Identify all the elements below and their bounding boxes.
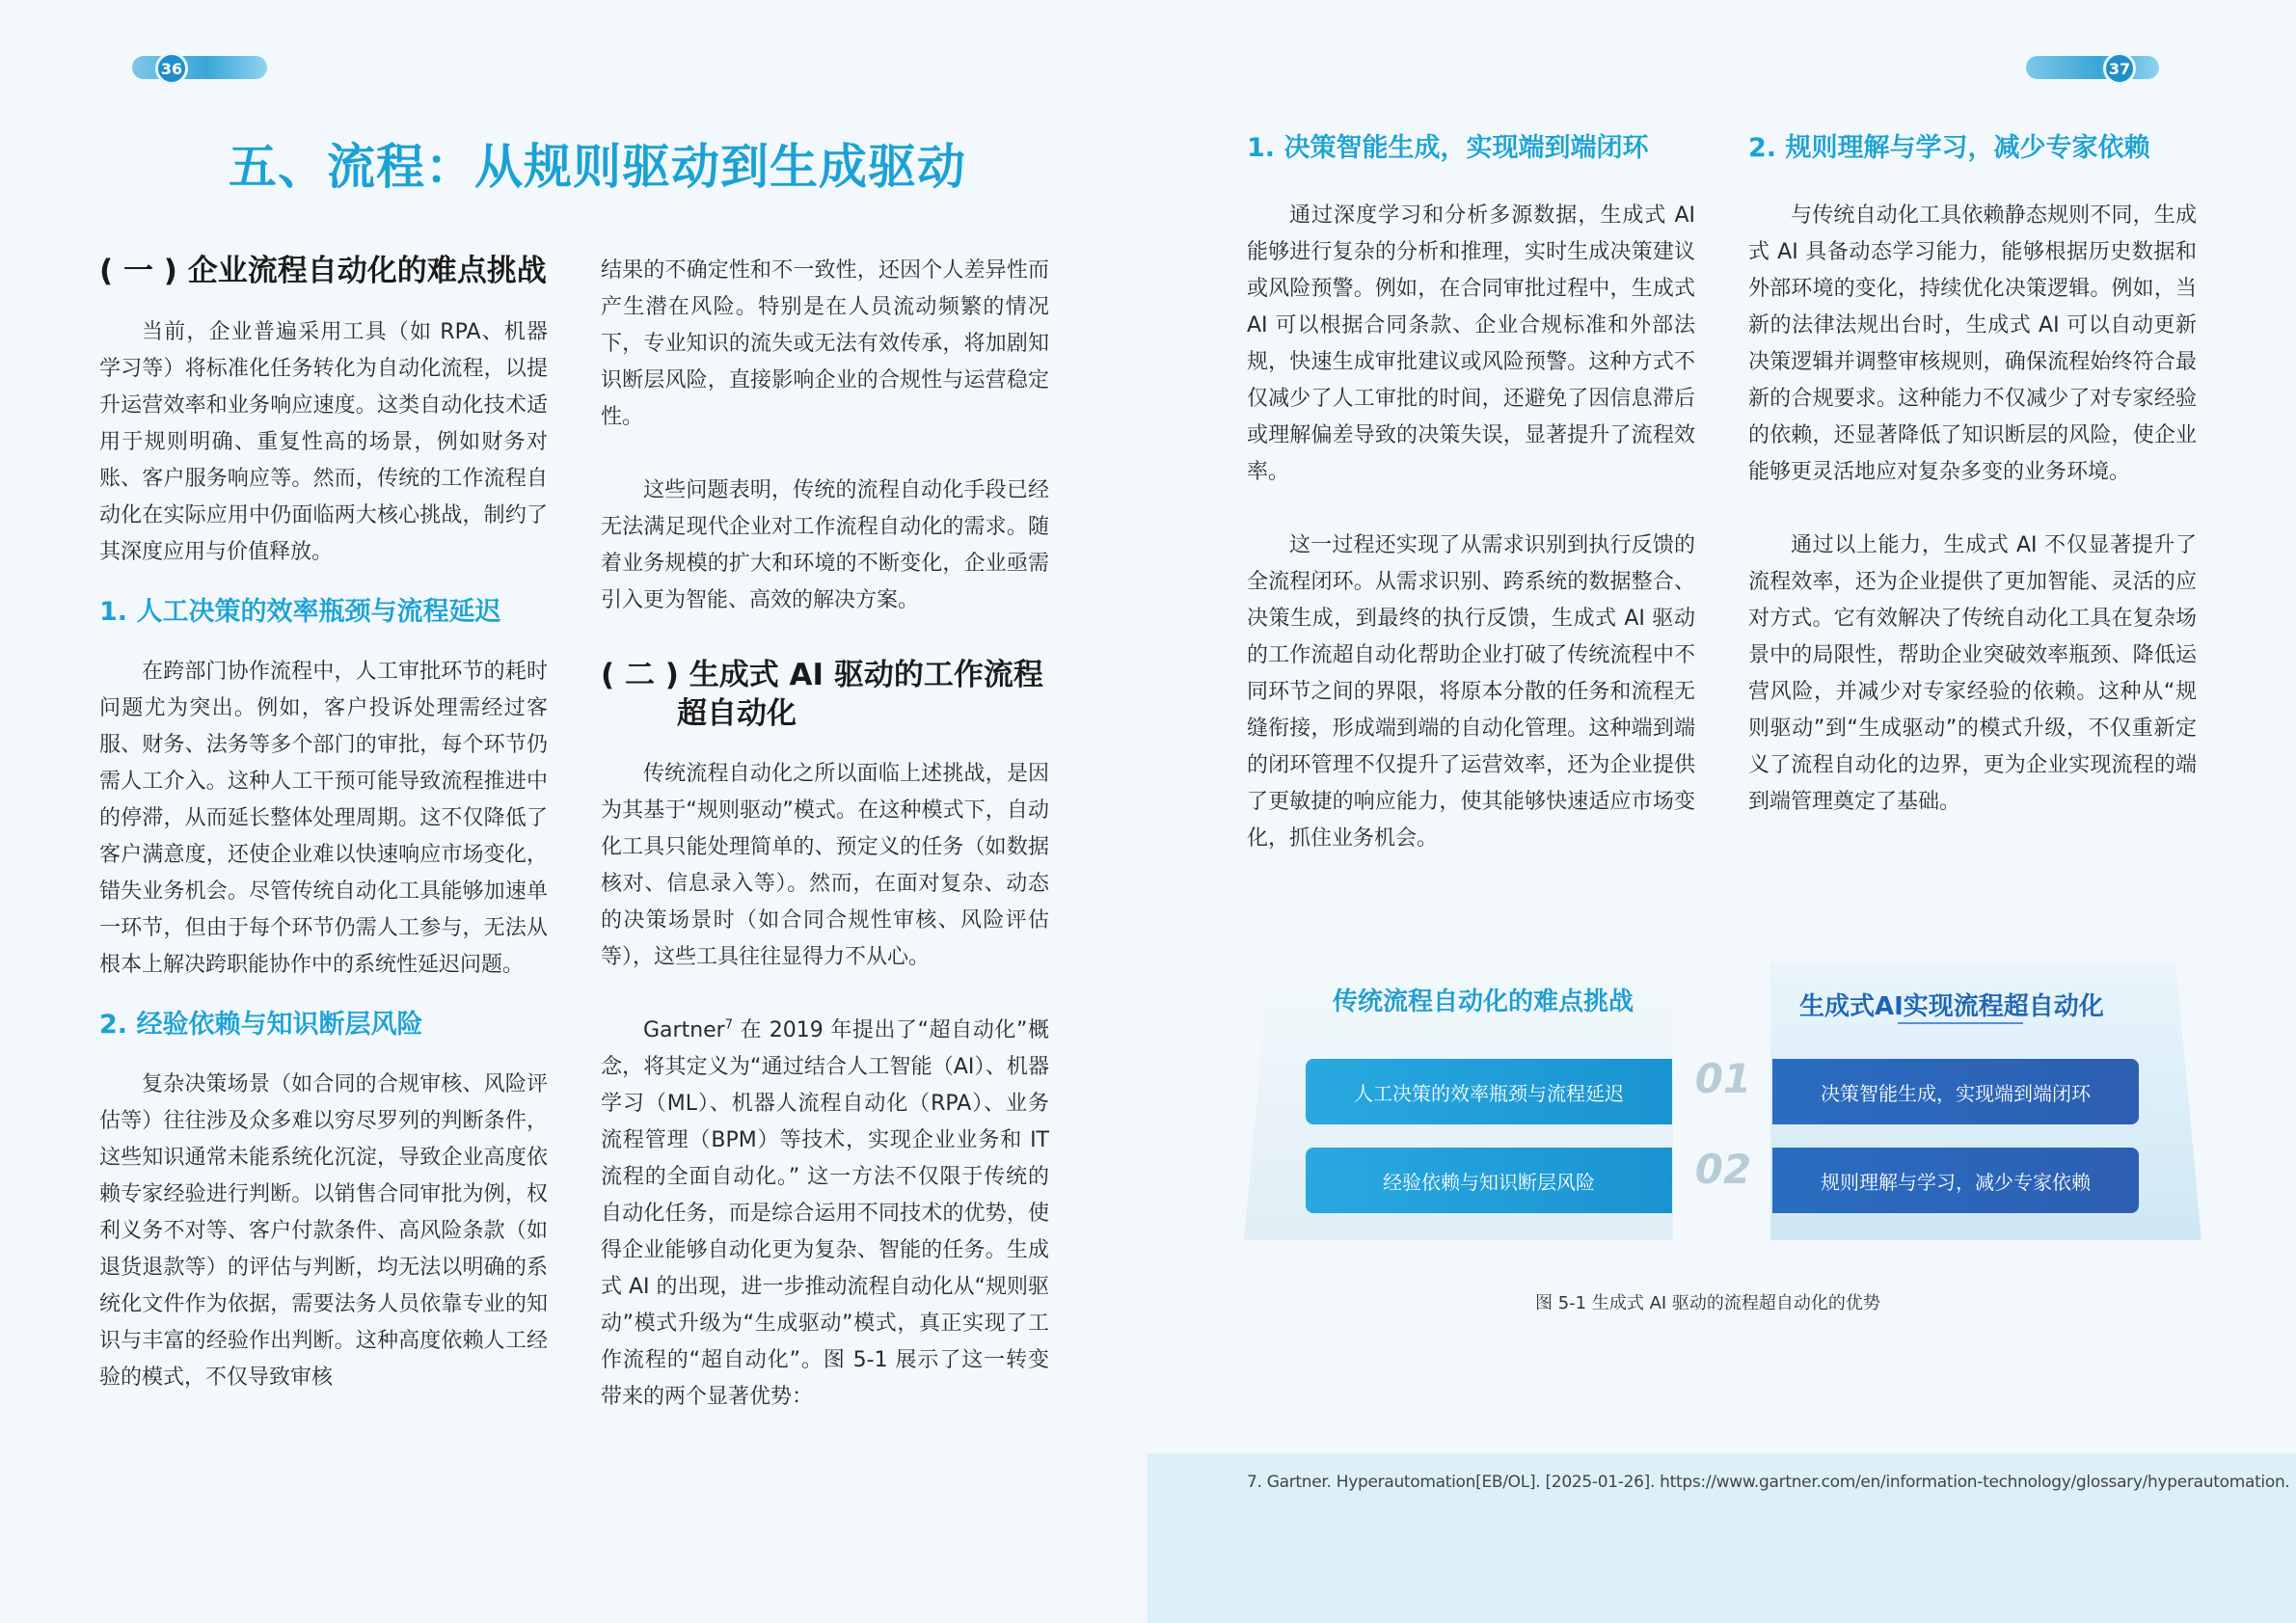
figure-left-item-1: 人工决策的效率瓶颈与流程延迟 (1306, 1059, 1672, 1124)
section-heading-2-line2: 超自动化 (677, 696, 797, 731)
figure-caption: 图 5-1 生成式 AI 驱动的流程超自动化的优势 (1535, 1293, 1880, 1313)
paragraph-text: 在 2019 年提出了“超自动化”概念，将其定义为“通过结合人工智能（AI）、机器学习（ML）、机器人流程自动化（RPA）、业务流程管理（BPM）等技术，实现企业业务和 IT 流程的全面自动化。” 这一方法不仅限于传统的自动化任务，而是综合运用不同技术的优势，使得企业能够自动化更为复杂、智能的任务。生成式 AI 的出现，进一步推动流程自动化从“规则驱动”模式升级为“生成驱动”模式，真正实现了工作流程的“超自动化”。图 5-1 展示了这一转变带来的两个显著优势： (601, 1018, 1049, 1409)
figure-left-title: 传统流程自动化的难点挑战 (1333, 987, 1634, 1016)
paragraph: 与传统自动化工具依赖静态规则不同，生成式 AI 具备动态学习能力，能够根据历史数据和外部环境的变化，持续优化决策逻辑。例如，当新的法律法规出台时，生成式 AI 可以自动更新决策逻辑并调整审核规则，确保流程始终符合最新的合规要求。这种能力不仅减少了对专家经验的依赖，还显著降低了知识断层的风险，使企业能够更灵活地应对复杂多变的业务环境。 (1748, 203, 2197, 484)
subheading-2: 2. 经验依赖与知识断层风险 (99, 1010, 423, 1040)
footnote-ref[interactable]: 7 (724, 1017, 734, 1033)
page-number-left: 36 (155, 52, 188, 85)
paragraph: 通过深度学习和分析多源数据，生成式 AI 能够进行复杂的分析和推理，实时生成决策建议或风险预警。例如，在合同审批过程中，生成式 AI 可以根据合同条款、企业合规标准和外部法规，快速生成审批建议或风险预警。这种方式不仅减少了人工审批的时间，还避免了因信息滞后或理解偏差导致的决策失误，显著提升了流程效率。 (1247, 203, 1695, 484)
page-number-right: 37 (2103, 52, 2136, 85)
column-1 (99, 252, 548, 1396)
paragraph: 在跨部门协作流程中，人工审批环节的耗时问题尤为突出。例如，客户投诉处理需经过客服、财务、法务等多个部门的审批，每个环节仍需人工介入。这种人工干预可能导致流程推进中的停滞，从而延长整体处理周期。这不仅降低了客户满意度，还使企业难以快速响应市场变化，错失业务机会。尽管传统自动化工具能够加速单一环节，但由于每个环节仍需人工参与，无法从根本上解决跨职能协作中的系统性延迟问题。 (99, 660, 548, 977)
column-3 (1247, 130, 1695, 857)
paragraph: 复杂决策场景（如合同的合规审核、风险评估等）往往涉及众多难以穷尽罗列的判断条件，这些知识通常未能系统化沉淀，导致企业高度依赖专家经验进行判断。以销售合同审批为例，权利义务不对等、客户付款条件、高风险条款（如退货退款等）的评估与判断，均无法以明确的系统化文件作为依据，需要法务人员依靠专业的知识与丰富的经验作出判断。这种高度依赖人工经验的模式，不仅导致审核 (99, 1072, 548, 1390)
figure-row-number-1: 01 (1694, 1055, 1752, 1102)
figure-title-underline (1898, 1022, 2023, 1024)
page-tab-right (2026, 56, 2159, 79)
figure-right-item-2: 规则理解与学习，减少专家依赖 (1772, 1148, 2139, 1213)
figure-right-title: 生成式AI实现流程超自动化 (1799, 992, 2104, 1021)
paragraph (601, 1013, 1049, 1416)
paragraph: 传统流程自动化之所以面临上述挑战，是因为其基于“规则驱动”模式。在这种模式下，自动化工具只能处理简单的、预定义的任务（如数据核对、信息录入等）。然而，在面对复杂、动态的决策场景时（如合同合规性审核、风险评估等），这些工具往往显得力不从心。 (601, 762, 1049, 969)
paragraph: 结果的不确定性和不一致性，还因个人差异性而产生潜在风险。特别是在人员流动频繁的情况下，专业知识的流失或无法有效传承，将加剧知识断层风险，直接影响企业的合规性与运营稳定性。 (601, 258, 1049, 429)
gartner-text: Gartner (643, 1018, 725, 1042)
figure-left-item-2: 经验依赖与知识断层风险 (1306, 1148, 1672, 1213)
section-heading-1: ( 一 ) 企业流程自动化的难点挑战 (99, 254, 547, 288)
page-title: 五、流程：从规则驱动到生成驱动 (229, 139, 966, 195)
subheading-4: 2. 规则理解与学习，减少专家依赖 (1748, 133, 2150, 163)
subheading-3: 1. 决策智能生成，实现端到端闭环 (1247, 133, 1649, 163)
paragraph: 这些问题表明，传统的流程自动化手段已经无法满足现代企业对工作流程自动化的需求。随着业务规模的扩大和环境的不断变化，企业亟需引入更为智能、高效的解决方案。 (601, 478, 1049, 612)
column-2 (601, 253, 1049, 1416)
section-heading-2-line1: ( 二 ) 生成式 AI 驱动的工作流程 (601, 658, 1043, 692)
page-tab-left (132, 56, 267, 79)
section-heading-2 (601, 656, 1049, 733)
figure-row-number-2: 02 (1694, 1146, 1752, 1193)
figure-right-item-1: 决策智能生成，实现端到端闭环 (1772, 1059, 2139, 1124)
paragraph: 这一过程还实现了从需求识别到执行反馈的全流程闭环。从需求识别、跨系统的数据整合、决策生成，到最终的执行反馈，生成式 AI 驱动的工作流超自动化帮助企业打破了传统流程中不同环节之间的界限，将原本分散的任务和流程无缝衔接，形成端到端的自动化管理。这种端到端的闭环管理不仅提升了运营效率，还为企业提供了更敏捷的响应能力，使其能够快速适应市场变化，抓住业务机会。 (1247, 533, 1695, 851)
paragraph: 通过以上能力，生成式 AI 不仅显著提升了流程效率，还为企业提供了更加智能、灵活的应对方式。它有效解决了传统自动化工具在复杂场景中的局限性，帮助企业突破效率瓶颈、降低运营风险，并减少对专家经验的依赖。这种从“规则驱动”到“生成驱动”的模式升级，不仅重新定义了流程自动化的边界，更为企业实现流程的端到端管理奠定了基础。 (1748, 533, 2197, 814)
column-4 (1748, 130, 2197, 821)
subheading-1: 1. 人工决策的效率瓶颈与流程延迟 (99, 597, 501, 627)
footnote: 7. Gartner. Hyperautomation[EB/OL]. [2025-01-26]. https://www.gartner.com/en/information-technology/glossary/hyperautomation. (1247, 1473, 2290, 1492)
paragraph: 当前，企业普遍采用工具（如 RPA、机器学习等）将标准化任务转化为自动化流程，以提升运营效率和业务响应速度。这类自动化技术适用于规则明确、重复性高的场景，例如财务对账、客户服务响应等。然而，传统的工作流程自动化在实际应用中仍面临两大核心挑战，制约了其深度应用与价值释放。 (99, 320, 548, 564)
